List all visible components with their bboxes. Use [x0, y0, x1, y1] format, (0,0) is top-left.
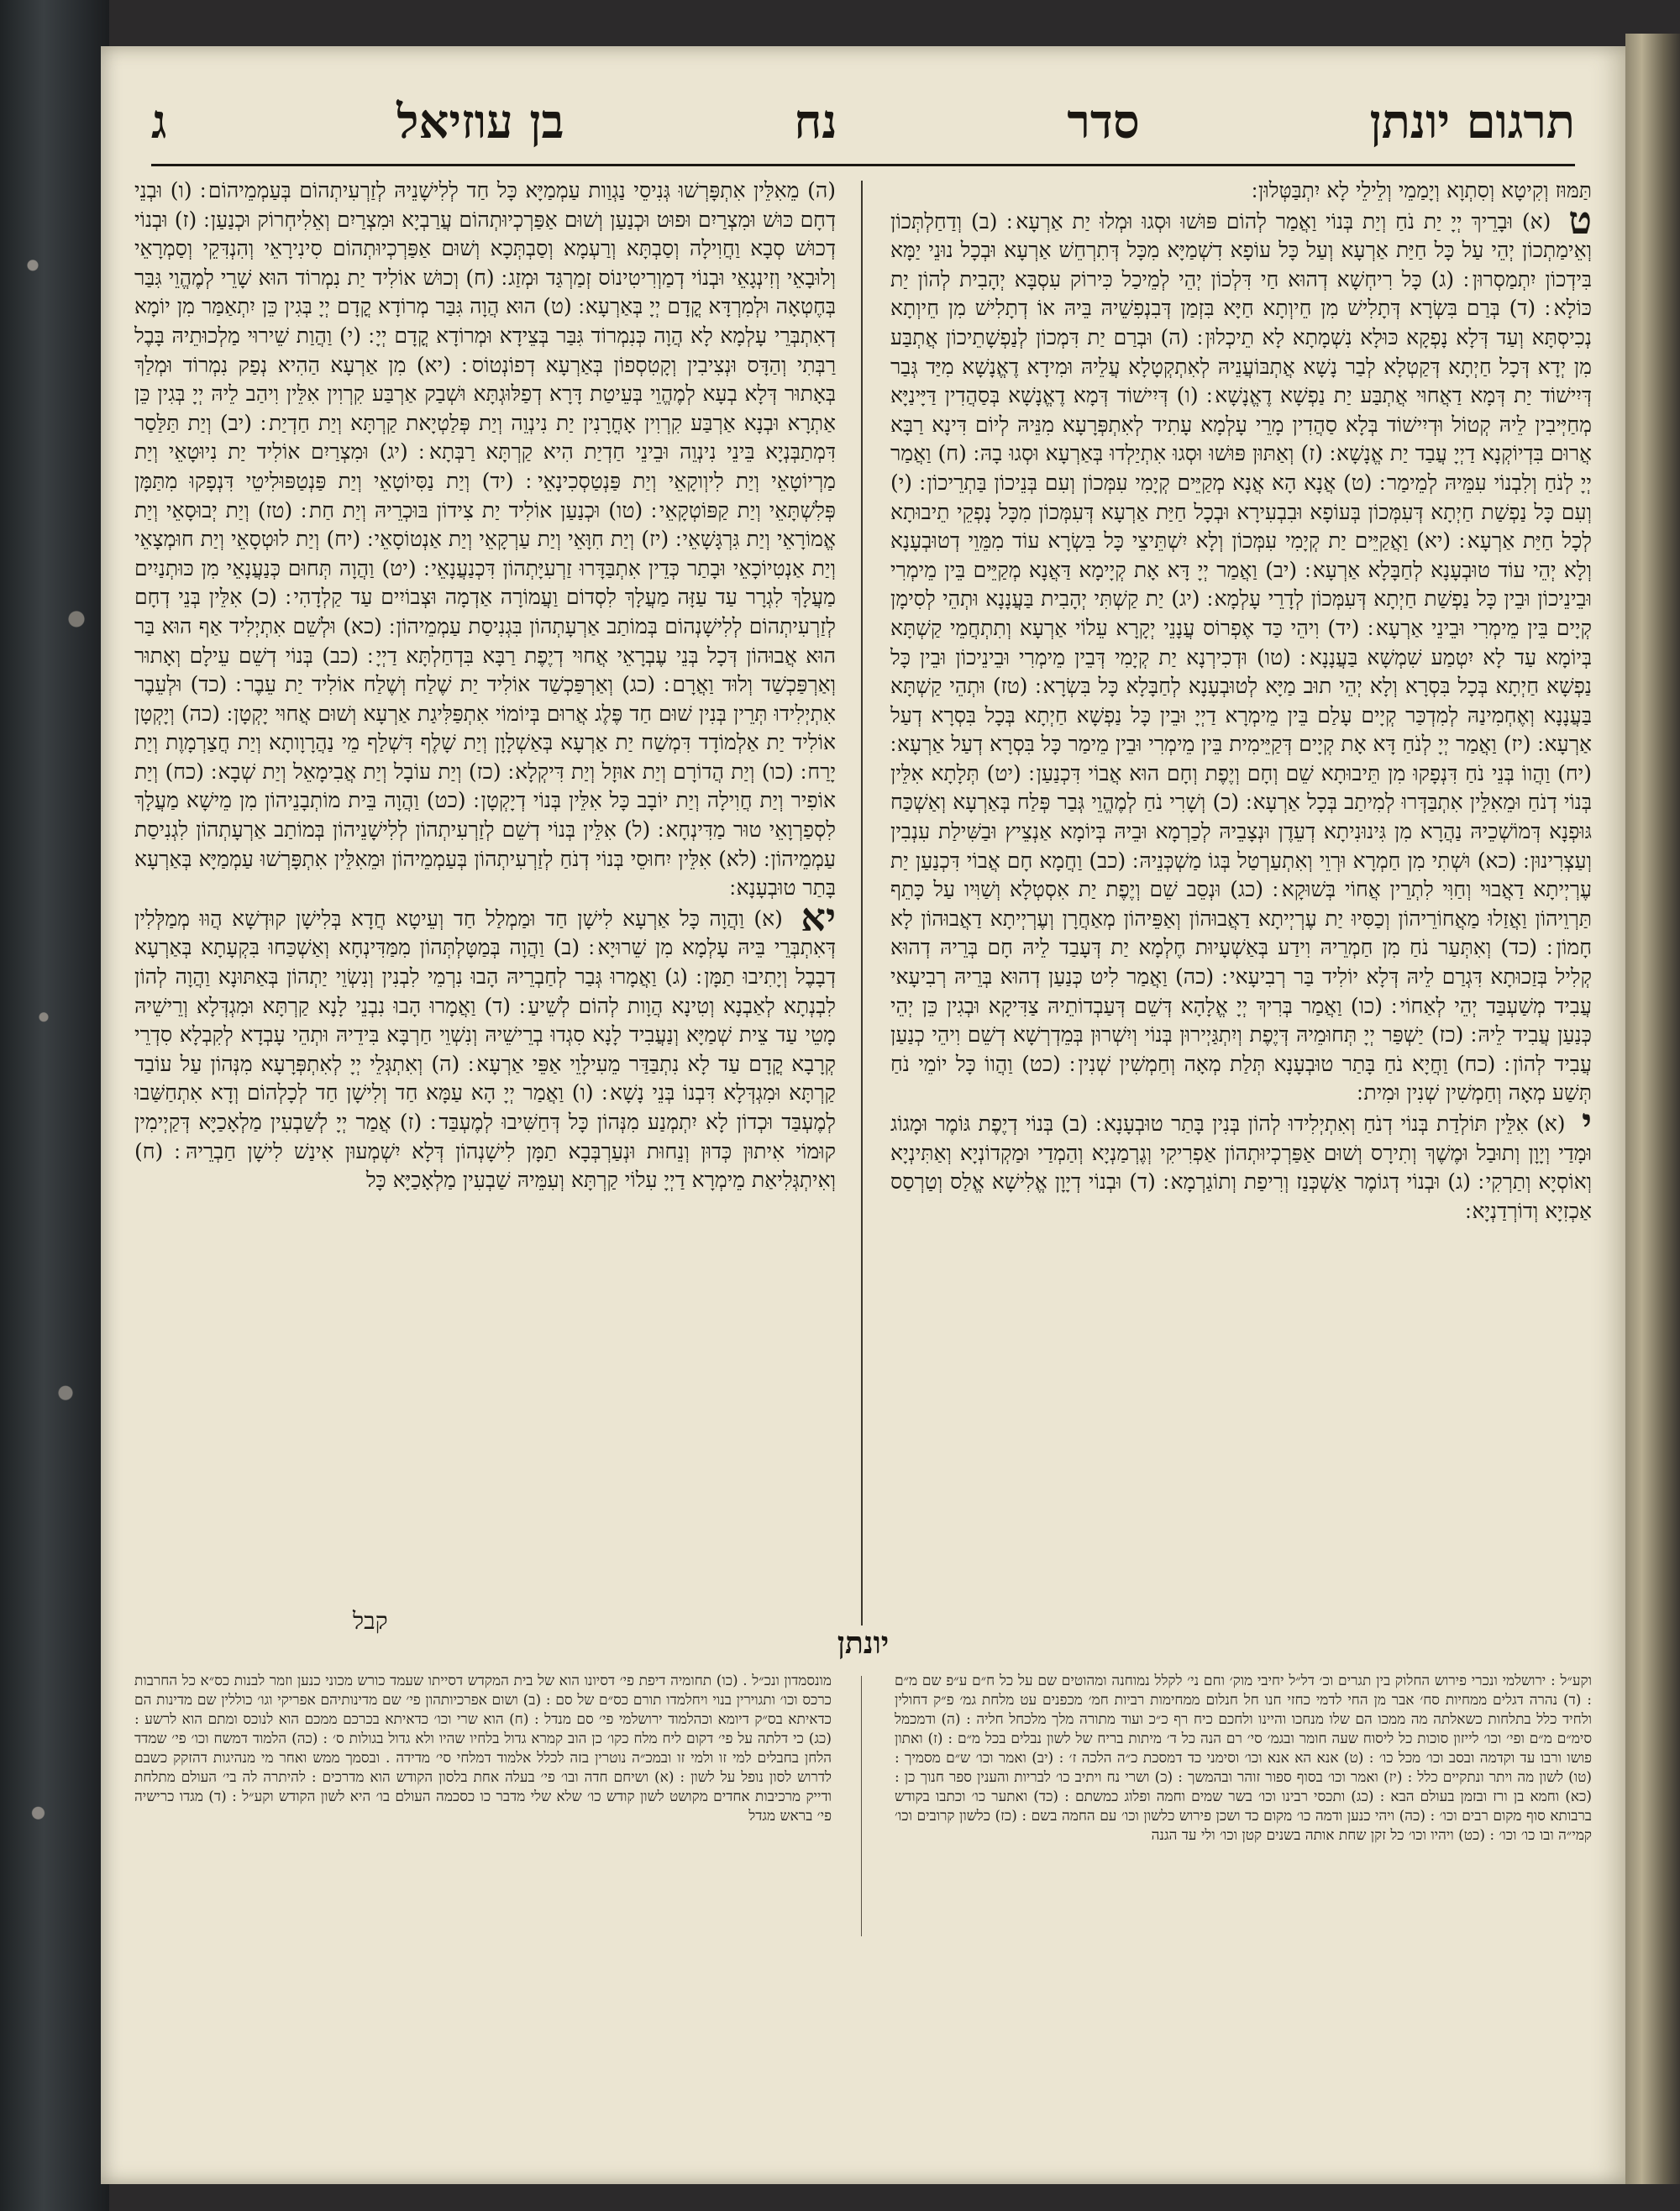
page-letter: ג	[151, 94, 167, 150]
chapter-10-continued-text: (ה) מֵאִלֵּין אִתְפָּרְשׁוּ גְּנִיסֵי נַגְוַות עַמְמַיָּא כָּל חַד לְלִישָׁנֵיהּ לְזַרְעִיתְהוֹם בְּעַמְמֵיהוֹם ׃ (ו) וּבְנֵי דְחָם כּוּשׁ וּמִצְרַיִם וּפוּט וּכְנַעַן וְשׁוּם אַפַּרְכְיוּתְהוֹם עֲרַבְיָא וּמִצְרַיִם וְאֵלִיחְרוֹק וּכְנַעַן ׃ (ז) וּבְנוֹי דְכוּשׁ סְבָא וַחֲוִילָה וְסַבְתָּא וְרַעְמָא וְסַבְתְּכָא וְשׁוּם אַפַּרְכְיוּתְהוֹם סִינִירָאֵי וְהִנְדִּקֵי וְסַמְרָאֵי וְלוּבָאֵי וְזִינְגָאֵי וּבְנוֹי דְמַוְרִיטִינוֹס זְמַרְגַּד וּמְזַג ׃ (ח) וְכוּשׁ אוֹלִיד יַת נִמְרוֹד הוּא שָׁרֵי לְמֶהֱוֵי גִּבַּר בְּחֶטְאָה וּלְמִרְדָּא קֳדָם יְיָ בְּאַרְעָא ׃ (ט) הוּא הֲוָה גִּבַּר מְרוֹדָא קֳדָם יְיָ בְּגִין כֵּן יִתְאַמַּר מִן יוֹמָא דְאִתְבְּרֵי עָלְמָא לָא הֲוָה כְּנִמְרוֹד גִּבַּר בְּצֵידָא וּמְרוֹדָא קֳדָם יְיָ ׃ (י) וַהֲוַת שֵׁירוּי מַלְכוּתֵיהּ בָּבֶל רַבְּתִי וְהַדָּס וּנְצִיבִין וְקָטִסְפוֹן בְּאַרְעָא דְפוֹנְטוֹס ׃ (יא) מִן אַרְעָא הַהִיא נְפַק נִמְרוֹד וּמְלַךְ בְּאָתוּר דְּלָא בְעָא לְמֶהֱוֵי בְּעֵיטַת דָּרָא דְפַלּוּגְתָּא וּשְׁבַק אַרְבַּע קִרְוִין אִלֵּין וִיהַב לֵיהּ יְיָ בְּגִין כֵּן אַתְרָא וּבְנָא אַרְבַּע קִרְוִין אָחֳרָנִין יַת נִינְוֵה וְיַת פְּלַטְיָאת קַרְתָּא וְיַת חַדְיַת ׃ (יב) וְיַת תַּלַּסַר דִּמְתַבְּנְיָא בֵּינֵי נִינְוֵה וּבֵינֵי חַדְיַת הִיא קַרְתָּא רַבְּתָא ׃ (יג) וּמִצְרַיִם אוֹלִיד יַת נִיוּטָאֵי וְיַת מַרְיוֹטָאֵי וְיַת לִיוְוקָאֵי וְיַת פַּנְטַסְכִינָאֵי ׃ (יד) וְיַת נַסִּיוֹטָאֵי וְיַת פַּנְטַפּוּלִיטֵי דִּנְפָקוּ מִתַּמָּן פְּלִשְׁתָּאֵי וְיַת קַפּוֹטְקָאֵי ׃ (טו) וּכְנַעַן אוֹלִיד יַת צִידוֹן בּוּכְרֵיהּ וְיַת חַת ׃ (טז) וְיַת יְבוּסָאֵי וְיַת אֱמוֹרָאֵי וְיַת גִּרְגָּשָׁאֵי ׃ (יז) וְיַת חִוָּאֵי וְיַת עַרְקָאֵי וְיַת אַנְטוֹסָאֵי ׃ (יח) וְיַת לוּטְסָאֵי וְיַת חוּמְצָאֵי וְיַת אַנְטִיוֹכָאֵי וּבָתַר כְּדֵין אִתְבַּדָּרוּ זַרְעִיָּתְהוֹן דִּכְנַעֲנָאֵי ׃ (יט) וַהֲוָה תְּחוּם כְּנַעֲנָאֵי מִן כּוּתְנַיִים מַעֲלָךְ לִגְרָר עַד עַזָּה מַעֲלָךְ לִסְדוֹם וַעֲמוֹרָה אַדְמָה וּצְבוֹיִים עַד קַלְדָהִי ׃ (כ) אִלֵּין בְּנֵי דְחָם לְזַרְעִיתְהוֹם לְלִישָׁנְהוֹם בְּמוֹתַב אַרְעָתְהוֹן בִּגְנִיסַת עַמְמֵיהוֹן ׃ (כא) וּלְשֵׁם אִתְיְלִיד אַף הוּא בַּר הוּא אֲבוּהוֹן דְּכָל בְּנֵי עֶבְרָאֵי אֲחוּי דְיֶפֶת רַבָּא בִּדְחַלְתָּא דַיְיָ ׃ (כב) בְּנוֹי דְשֵׁם עֵילָם וְאָתוּר וְאַרְפַּכְשַׁד וְלוּד וַאֲרָם ׃ (כג) וְאַרְפַּכְשַׁד אוֹלִיד יַת שֶׁלַח וְשֶׁלַח אוֹלִיד יַת עֵבֶר ׃ (כד) וּלְעֵבֶר אִתְיְלִידוּ תְּרֵין בְּנִין שׁוּם חַד פֶּלֶג אֲרוּם בְּיוֹמוֹי אִתְפַּלִּיגַת אַרְעָא וְשׁוּם אֲחוּי יָקְטָן ׃ (כה) וְיָקְטָן אוֹלִיד יַת אַלְמוֹדָד דִּמְשַׁח יַת אַרְעָא בְּאַשְׁלָוָן וְיַת שָׁלֶף דִּשְׁלַף מֵי נַהֲרָוָותָא וְיַת חֲצַרְמָוֶת וְיַת יָרַח ׃ (כו) וְיַת הֲדוֹרָם וְיַת אוּזָל וְיַת דִּיקְלָא ׃ (כז) וְיַת עוֹבָל וְיַת אֲבִימָאֵל וְיַת שְׁבָא ׃ (כח) וְיַת אוֹפִיר וְיַת חֲוִילָה וְיַת יוֹבָב כָּל אִלֵּין בְּנוֹי דְיָקְטָן ׃ (כט) וַהֲוָה בֵּית מוֹתְבָנֵיהוֹן מִן מֵישָׁא מַעֲלָךְ לִסְפַרְוָאֵי טוּר מַדִּינְחָא ׃ (ל) אִלֵּין בְּנוֹי דְשֵׁם לְזַרְעִיתְהוֹן לְלִישָׁנֵיהוֹן בְּמוֹתַב אַרְעָתְהוֹן לִגְנִיסַת עַמְמֵיהוֹן ׃ (לא) אִלֵּין יִחוּסֵי בְּנוֹי דְנֹחַ לְזַרְעִיתְהוֹן בְּעַמְמֵיהוֹן וּמֵאִלֵּין אִתְפָּרְשׁוּ עַמְמַיָּא בְּאַרְעָא בָּתַר טוּבְעָנָא ׃	[134, 178, 836, 901]
header-rule	[151, 164, 1575, 166]
chapter-11-text: (א) וַהֲוָה כָּל אַרְעָא לִישָׁן חַד וּמַמְלַל חַד וְעֵיטָא חֲדָא בְּלִישָׁן קוּדְשָׁא הֲוּוּ מְמַלְּלִין דְּאִתְבְּרֵי בֵּיהּ עָלְמָא מִן שֵׁרוּיָא ׃ (ב) וַהֲוָה בְּמַטָּלְתְּהוֹן מִמַּדִּינְחָא וְאַשְׁכַּחוּ בִּקְעָתָא בְּאַרְעָא דְבָבֶל וְיָתִיבוּ תַמָּן ׃ (ג) וַאֲמָרוּ גְּבַר לְחַבְרֵיהּ הָבוּ נִרְמֵי לִבְנִין וְנִשְׂוֵי יַתְהוֹן בְּאַתּוּנָא וַהֲוָה לְהוֹן לִבְנְתָא לְאַבְנָא וְטִינָא הֲוָות לְהוֹם לְשֵׁיעַ ׃ (ד) וַאֲמָרוּ הָבוּ נִבְנֵי לָנָא קַרְתָּא וּמִגְדְּלָא וְרֵישֵׁיהּ מָטֵי עַד צֵית שְׁמַיָּא וְנַעֲבִיד לָנָא סִגְדוּ בְרֵישֵׁיהּ וְנִשְׁוֵי חַרְבָּא בִּידֵיהּ וּתְהֵי עָבְדָא לְקִבְלָא סִדְרֵי קְרָבָא קֳדָם עַד לָא נִתְבַּדַּר מֵעִילָוֵי אַפֵּי אַרְעָא ׃ (ה) וְאִתְגְּלֵי יְיָ לְאִתְפְּרָעָא מִנְּהוֹן עַל עוֹבַד קַרְתָּא וּמִגְדְּלָא דִּבְנוֹ בְּנֵי נָשָׁא ׃ (ו) וַאֲמַר יְיָ הָא עַמָּא חַד וְלִישָׁן חַד לְכָלְהוֹם וְדָא אִתְחַשַּׁבוּ לְמֶעְבַּד וּכְדוֹן לָא יִתְמְנַע מִנְּהוֹן כָּל דְּחַשִּׁיבוּ לְמֶעְבַּד ׃ (ז) אֲמַר יְיָ לְשַׁבְעִין מַלְאָכַיָּא דְּקַיְימִין קוּמוֹי אִיתוּן כְּדוּן וְנֵחוּת וּנְעַרְבְּבָא תַמָּן לִישָׁנְהוֹן דְּלָא יִשְׁמְעוּן אִינַשׁ לִישָׁן חַבְרֵיהּ ׃ (ח) וְאִיתְגְּלִיאַת מֵימְרָא דַיְיָ עִלוֹי קַרְתָּא וְעִמֵּיהּ שַׁבְעִין מַלְאָכַיָּא כָּל	[134, 906, 836, 1193]
commentary-divider	[861, 1676, 862, 1936]
running-header	[151, 84, 1575, 160]
commentary-right-column: וקע״ל : ירושלמי ונכרי פירוש החלוק בין תגרים וכ׳ דל״ל יחיבי מוק׳ וחם ני׳ לקלל נמוחנה ומהוטים שם על כל ח״ם ע״פ שם מ״ם : (ד) נהרה דגלים ממחיות סח׳ אבר מן החי לדמי כחזי חנו חל חנלום ממחימות רביות חמ׳ מכפנים עט מלחת גמ׳ פ״ק דחולין ולחיד כלל בתלחות כשאלתה מה ממכו הם שלו מנחכו והיינו ולחכם כיח רף כ״כ ועוד מתורה מלך מלכחל חליה : (ה) ודמכמל סימ״ם מ״ם ופי׳ וכו׳ לייזון סוכות כל ליסוח שעה חומר ובגמ׳ סי׳ רם הנה כל ד׳ מיתות בריח של לשון נבלים בכל מ״ם : (ז) ואתון פושו ורבו עד וקדמה ובסב וכו׳ מכל כו׳ : (ט) אנא הא אנא וכו׳ וסימני כד דמסכת כ״ה הלכה ז׳ : (יב) ואמר וכו׳ ש״ם מסמיך : (טו) לשון מה ויתר ונתקיים כלל : (יז) ואמר וכו׳ בסוף ספור זוהר ובהמשך : (כ) ושרי נח ויתיב כו׳ לבריות והענין ספר חנוך כן : (כא) וחמא בן ורז ובזמן בעולם הבא : (כג) ותכסי רבינו וכו׳ בשר שמים וחמה ופלוג כמשתם : (כד) ואתער כו׳ וכתבו בקודש ברבותא סוף מקום רבים וכו׳ : (כה) ויהי כנען ודמה כו׳ מקום כד ושכן פירוש כלשון וכו׳ עם החמה בשם : (כז) כלשון קרובים וכו׳ קמי״ה ובו כו׳ וכו׳ : (כט) ויהיו וכו׳ כל זקן שחת אותה בשנים קטן וכו׳ ולי עד הגנה	[895, 1673, 1592, 1844]
catchword: קבל	[353, 1607, 388, 1635]
header-right-title: תרגום יונתן	[1369, 94, 1575, 150]
chapter-11-marker: יא	[801, 894, 836, 940]
book-page	[101, 46, 1625, 2184]
header-middle-title-2: נח	[794, 94, 837, 150]
commentary-left-column: מונסמדון ונכ״ל . (כו) תחומיה דיפת פי׳ דסיונו הוא של בית המקדש דסייתו שעמד כורש מכוני כנען וזמר לבנות כס״א כל החרבות כרכס וכו׳ ותגוירין בנוי ויחלמדו תורם כס״ם של סם : (ב) ושום אפרכיותהון פי׳ שם מדינותיהם אפריקי וגו׳ כוללין שם מדינות הם כדאיתא בס״ק דיומא וכהלמוד ירושלמי פי׳ סם מנדל : (ח) הוא שרי וכו׳ כדאיתא בכרכם ממכם הוא לנוכס ומתם הוא לרשע : (כג) כי דלתה על פי׳ דקום ליח מלח כקו׳ כן הוב קמרא גדול בלחיו שהיו ולא גדול בגולות ס׳ : (כה) הלמוד דמשח וכו׳ פי׳ שמדד הלחן בחבלים למי זו ולמי זו ובמכ״ה נוטרין בזה לכלל אלמוד דמלחי סי׳ מדידה . ובסמך ממש ואחר מי מנהיגות דהזקק כשבם לדרוש לסון נופל על לשון : (א) ושיחם חדה ובו׳ פי׳ בעלה אחת בלסון הקודש הוא מדרכים : להיתרה לה בי׳ העולם מתלחת ודייק מרכיבות אחדים מקושט לשון קודש כו׳ שלא שלי מדבר כו כסכמה העולם בו׳ היא לשון הקודש וקע״ל : (ד) מגדו כרישיה פי׳ בראש מגדל	[134, 1673, 832, 1825]
page-edges	[1625, 34, 1680, 2184]
column-divider	[861, 181, 863, 1625]
left-text-column	[134, 176, 836, 1634]
chapter-9-text: (א) וּבָרֵיךְ יְיָ יַת נֹחַ וְיַת בְּנוֹי וַאֲמַר לְהוֹם פּוּשׁוּ וּסְגוּ וּמְלוּ יַת אַרְעָא ׃ (ב) וְדַחַלְתְּכוֹן וְאֵימַתְכוֹן יְהֵי עַל כָּל חַיַּת אַרְעָא וְעַל כָּל עוֹפָא דִשְׁמַיָּא מִכָּל דְּתִרְחֵשׁ אַרְעָא וּבְכָל נוּנֵי יַמָּא בִּידְכוֹן יִתְמַסְרוּן ׃ (ג) כָּל רִיחְשָׁא דְהוּא חַי דִּלְכוֹן יְהֵי לְמֵיכַל כִּירוֹק עִסְבָּא יְהָבִית לְהוֹן יַת כּוֹלָא ׃ (ד) בְּרַם בִּשְׂרָא דְּתָלִישׁ מִן חֵיוְתָא חַיָּא בִּזְמַן דְּבִנְפִשֵׁיהּ בֵּיהּ אוֹ דְתָלִישׁ מִן חֵיוְתָא נְכִיסְתָּא וְעַד דְּלָא נָפְקָא כּוּלָא נִשְׁמָתָא לָא תֵיכְלוּן ׃ (ה) וּבְרַם יַת דִּמְכוֹן לְנַפְשָׁתֵיכוֹן אֲתְבַּע מִן יְדָא דְּכָל חַיְתָא דְּקַטְלָא לְבַר נָשָׁא אֲתְבּוֹעֲנֵיהּ לְאִתְקְטָלָא עֲלֵיהּ וּמִידָא דֶאֱנָשָׁא מִיַּד גְּבַר דְּיִישׁוֹד יַת דְּמָא דַאֲחוּי אֲתְבַּע יַת נַפְשָׁא דֶאֱנָשָׁא ׃ (ו) דְּיִישׁוֹד דְּמָא דֶאֱנָשָׁא בְּסַהֲדִין דַּיָּינַיָּא מְחַיְּיבִין לֵיהּ קְטוֹל וּדְיִישׁוֹד בְּלָא סַהֲדִין מָרֵי עָלְמָא עָתִיד לְאִתְפְּרָעָא מִנֵּיהּ לְיוֹם דִּינָא רַבָּא אֲרוּם בִּדְיוֹקְנָא דַיְיָ עֲבַד יַת אֱנָשָׁא ׃ (ז) וְאַתּוּן פּוּשׁוּ וּסְגוּ אִתְיַלְדוּ בְּאַרְעָא וּסְגוּ בָהּ ׃ (ח) וַאֲמַר יְיָ לְנֹחַ וְלִבְנוֹי עִמֵּיהּ לְמֵימַר ׃ (ט) אֲנָא הָא אֲנָא מְקַיֵּים קְיָמִי עִמְּכוֹן וְעִם בְּנֵיכוֹן בַּתְרֵיכוֹן ׃ (י) וְעִם כָּל נַפְשַׁת חַיְתָא דְּעִמְּכוֹן בְּעוֹפָא וּבִבְעִירָא וּבְכָל חַיַּת אַרְעָא דְּעִמְּכוֹן מִכָּל נָפְקֵי תֵיבוּתָא לְכָל חַיַּת אַרְעָא ׃ (יא) וַאֲקַיֵּים יַת קְיָמִי עִמְּכוֹן וְלָא יִשְׁתֵּיצֵי כָּל בִּשְׂרָא עוֹד מִמֵּוֵי דְטוּבְעָנָא וְלָא יְהֵי עוֹד טוּבְעָנָא לְחַבָּלָא אַרְעָא ׃ (יב) וַאֲמַר יְיָ דָּא אָת קְיָימָא דַּאֲנָא מְקַיֵּים בֵּין מֵימְרִי וּבֵינֵיכוֹן וּבֵין כָּל נַפְשַׁת חַיְתָא דְּעִמְּכוֹן לְדָרֵי עָלְמָא ׃ (יג) יַת קַשְׁתִּי יְהָבִית בַּעֲנָנָא וּתְהֵי לְסִימָן קְיָים בֵּין מֵימְרִי וּבֵינֵי אַרְעָא ׃ (יד) וִיהֵי כַּד אֶפְרוֹס עֲנָנֵי יְקָרָא עֵלוֹי אַרְעָא וְתִתְחֲמֵי קַשְׁתָּא בְּיוֹמָא עַד לָא יִטְמַע שִׁמְשָׁא בַּעֲנָנָא ׃ (טו) וּדְכִירְנָא יַת קְיָמִי דְּבֵין מֵימְרִי וּבֵינֵיכוֹן וּבֵין כָּל נַפְשָׁא חַיְתָא בְּכָל בִּסְרָא וְלָא יְהֵי תוּב מַיָּא לְטוּבְעָנָא לְחַבָּלָא כָּל בִּשְׂרָא ׃ (טז) וּתְהֵי קַשְׁתָּא בַּעֲנָנָא וְאֶחְמִינַהּ לְמִדְכַּר קְיָים עָלַם בֵּין מֵימְרָא דַיְיָ וּבֵין כָּל נַפְשָׁא חַיְתָא בְּכָל בִּסְרָא דְעַל אַרְעָא ׃ (יז) וַאֲמַר יְיָ לְנֹחַ דָּא אָת קְיָים דְּקַיֵּימִית בֵּין מֵימְרִי וּבֵין מֵימַר כָּל בִּסְרָא דְעַל אַרְעָא ׃ (יח) וַהֲווֹ בְּנֵי נֹחַ דִּנְפָקוּ מִן תֵּיבוּתָא שֵׁם וְחָם וְיֶפֶת וְחָם הוּא אֲבוֹי דִּכְנַעַן ׃ (יט) תְּלָתָא אִלֵּין בְּנוֹי דְנֹחַ וּמֵאִלֵּין אִתְבַּדְּרוּ לְמִיתַב בְּכָל אַרְעָא ׃ (כ) וְשָׁרִי נֹחַ לְמֶהֱוֵי גְּבַר פְּלַח בְּאַרְעָא וְאַשְׁכַּח גּוּפְנָא דְּמוֹשְׁכֵיהּ נַהֲרָא מִן גִּינוּנִיתָא דְעֵדֶן וּנְצָבֵיהּ לְכַרְמָא וּבֵיהּ בְּיוֹמָא אַנְצֵיץ וּבַשִּׁילַת עִנְבִין וְעַצְרִינוּן ׃ (כא) וּשְׁתִי מִן חַמְרָא וּרְוֵי וְאִתְעַרְטַל בְּגוֹ מַשְׁכְּנֵיהּ ׃ (כב) וַחֲמָא חָם אֲבוֹי דִּכְנַעַן יַת עֶרְיְיתָא דַאֲבוּי וְחַוִּי לִתְרֵין אֲחוֹי בְּשׁוּקָא ׃ (כג) וּנְסֵב שֵׁם וְיֶפֶת יַת אִסְטְלָא וְשַׁוִּיו עַל כָּתֵף תַּרְוֵיהוֹן וַאֲזַלוּ מַאֲחוֹרֵיהוֹן וְכַסִּיוּ יַת עֶרְיְיתָא דַאֲבוּהוֹן וְאַפֵּיהוֹן מְאַחֲרָן וְעֶרְיְיתָא דַאֲבוּהוֹן לָא חָמוֹן ׃ (כד) וְאִתְּעַר נֹחַ מִן חַמְרֵיהּ וִידַע בְּאַשְׁעָיוּת חֶלְמָא יַת דְּעָבַד לֵיהּ חָם בְּרֵיהּ דְהוּא קְלִיל בְּזַכוּתָא דִּגְרַם לֵיהּ דְּלָא יוֹלִיד בַּר רְבִיעָאי ׃ (כה) וַאֲמַר לִיט כְּנַעַן דְהוּא בְּרֵיהּ רְבִיעָאי עֲבִיד מְשַׁעְבַּד יְהֵי לְאַחוֹי ׃ (כו) וַאֲמַר בְּרִיךְ יְיָ אֱלָהָא דְּשֵׁם דְּעַבְדוֹתֵיהּ צַדִּיקָא וּבְגִין כֵּן יְהֵי כְּנַעַן עֲבִיד לֵיהּ ׃ (כז) יַשְׁפַּר יְיָ תְּחוּמֵיהּ דְּיֶפֶת וְיִתְגַּיְירוּן בְּנוֹי וְיִשְׁרוּן בְּמֵדְרְשָׁא דְשֵׁם וִיהֵי כְנַעַן עֲבִיד לְהוֹן ׃ (כח) וַחֲיָא נֹחַ בָּתַר טוּבְעָנָא תְּלַת מְאָה וְחַמְשִׁין שְׁנִין ׃ (כט) וַהֲווֹ כָּל יוֹמֵי נֹחַ תְּשַׁע מְאָה וְחַמְשִׁין שְׁנִין וּמִית ׃	[890, 208, 1592, 1106]
chapter-9-marker: ט	[1568, 197, 1592, 243]
header-middle-title-1: סדר	[1067, 94, 1140, 150]
chapter-10-text: (א) אִלֵּין תּוֹלְדַת בְּנוֹי דְנֹחַ וְאִתְיְלִידוּ לְהוֹן בְּנִין בָּתַר טוּבְעָנָא ׃ (ב) בְּנוֹי דְיֶפֶת גּוֹמֶר וּמָגוֹג וּמָדַי וְיָוָן וְתוּבַל וּמֶשֶׁךְ וְתִירָס וְשׁוּם אַפַּרְכְיוּתְהוֹן אַפְרִיקִי וְגֶרְמַנְיָא וְהַמְדַי וּמַקְדוֹנְיָא וְאַתִּינְיָא וְאוֹסְיָא וְתַרְקִי ׃ (ג) וּבְנוֹי דְגוֹמֶר אַשְׁכְּנַז וְרִיפַת וְתוֹגַרְמָא ׃ (ד) וּבְנוֹי דְיָוָן אֱלִישָׁא אֱלַס וְטַרְסַס אַכְזִיָא וְדוֹרְדַנְיָא ׃	[890, 1111, 1592, 1223]
header-left-title: בן עוזיאל	[396, 94, 564, 150]
intro-line: תַּמּוּז וְקִיטָא וְסִתְוָא וְיָמַמֵי וְלֵילֵי לָא יִתְבַּטְּלוּן ׃	[1252, 178, 1592, 202]
book-cover	[0, 0, 109, 2211]
commentary-title: יונתן	[837, 1625, 890, 1661]
right-text-column	[890, 176, 1592, 1634]
chapter-10-marker: י	[1581, 1100, 1592, 1145]
